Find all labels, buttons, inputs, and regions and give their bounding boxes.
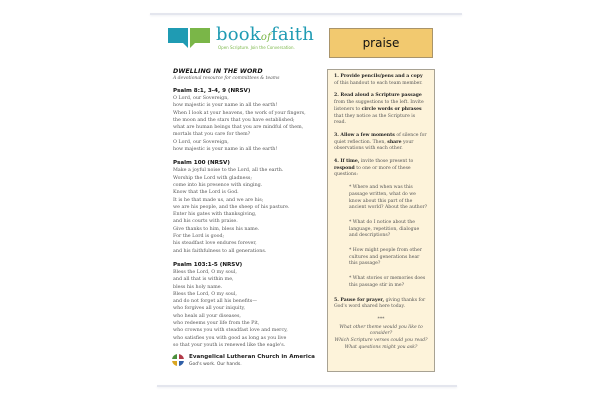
verse-line: who redeems your life from the Pit, bbox=[173, 321, 260, 327]
step-5: 5. Pause for prayer, giving thanks for God's word shared here today. bbox=[334, 297, 426, 310]
closing-question: Which Scripture verses could you read? bbox=[334, 338, 428, 344]
verse-line: O Lord, our Sovereign, bbox=[173, 96, 229, 101]
verse-line: and do not forget all his benefits— bbox=[173, 299, 258, 305]
reflection-question: * How might people from other cultures and generations hear this passage? bbox=[349, 248, 422, 267]
verse-line: mortals that you care for them? bbox=[173, 132, 251, 138]
verse-line: Bless the Lord, O my soul, bbox=[173, 291, 237, 297]
verse-line: come into his presence with singing. bbox=[173, 182, 263, 188]
psalm-heading: Psalm 8:1, 3-4, 9 (NRSV) bbox=[173, 88, 251, 94]
verse-line: the moon and the stars that you have established; bbox=[173, 117, 295, 123]
verse-line: we are his people, and the sheep of his pasture. bbox=[173, 204, 290, 210]
step-2: 2. Read aloud a Scripture passage from the suggestions to the left. Invite listeners to circle words or phrases that they notice as the Scripture is read. bbox=[334, 93, 424, 126]
psalm-heading: Psalm 100 (NRSV) bbox=[173, 160, 230, 167]
org-name: Evangelical Lutheran Church in America bbox=[189, 354, 315, 360]
psalm-section bbox=[173, 160, 313, 255]
verse-line: how majestic is your name in all the earth! bbox=[173, 147, 278, 153]
verse-line: bless his holy name. bbox=[173, 284, 223, 290]
verse-line: For the Lord is good; bbox=[173, 234, 225, 240]
step-3: 3. Allow a few moments of silence for quiet reflection. Then, share your observations with each other. bbox=[334, 132, 427, 152]
brand-word-of: of bbox=[260, 32, 272, 43]
verse-line: his steadfast love endures forever, bbox=[173, 241, 257, 247]
psalm-text bbox=[173, 95, 313, 153]
verse-line: how majestic is your name in all the earth! bbox=[173, 103, 278, 109]
verse-line: who heals all your diseases, bbox=[173, 313, 241, 319]
elca-cross-emblem-icon bbox=[172, 354, 184, 366]
verse-line: Bless the Lord, O my soul, bbox=[173, 269, 237, 275]
psalm-section bbox=[173, 88, 313, 153]
verse-line: and all that is within me, bbox=[173, 277, 234, 283]
verse-line: who crowns you with steadfast love and mercy, bbox=[173, 328, 288, 334]
psalm-text bbox=[173, 269, 313, 349]
psalm-text bbox=[173, 167, 313, 255]
verse-line: Enter his gates with thanksgiving, bbox=[173, 212, 257, 218]
reflection-question: * What do I notice about the language, repetition, dialogue and descriptions? bbox=[349, 219, 420, 239]
document-title: DWELLING IN THE WORD bbox=[173, 68, 263, 75]
verse-line: who forgives all your iniquity, bbox=[173, 306, 246, 312]
verse-line: Worship the Lord with gladness; bbox=[173, 175, 252, 181]
verse-line: who satisfies you with good as long as you live bbox=[173, 335, 287, 341]
brand-word-faith: faith bbox=[271, 24, 315, 45]
step-1: 1. Provide pencils/pens and a copy of this handout to each team member. bbox=[334, 74, 423, 86]
verse-line: When I look at your heavens, the work of your fingers, bbox=[173, 110, 306, 116]
psalm-heading: Psalm 103:1-5 (NRSV) bbox=[173, 261, 243, 268]
org-tagline: God's work. Our hands. bbox=[189, 362, 242, 367]
reflection-question: * Where and when was this passage written, what do we know about this part of the ancient world? About the author? bbox=[349, 185, 428, 211]
closing-question: What other theme would you like to consider? bbox=[339, 324, 423, 337]
scripture-column bbox=[173, 68, 313, 349]
reflection-question: * What stories or memories does this passage stir in me? bbox=[349, 276, 426, 288]
verse-line: and his faithfulness to all generations. bbox=[173, 248, 267, 254]
theme-badge-label: praise bbox=[362, 36, 400, 50]
step-4: 4. If time, invite those present to respond to one or more of these questions: bbox=[334, 159, 414, 178]
instructions-panel bbox=[327, 69, 435, 372]
verse-line: so that your youth is renewed like the eagle's. bbox=[173, 342, 286, 348]
verse-line: Know that the Lord is God. bbox=[173, 190, 239, 196]
verse-line: what are human beings that you are mindful of them, bbox=[173, 125, 304, 131]
verse-line: Give thanks to him, bless his name. bbox=[173, 226, 260, 232]
verse-line: O Lord, our Sovereign, bbox=[173, 139, 229, 145]
top-divider bbox=[150, 13, 462, 15]
theme-badge bbox=[329, 28, 433, 58]
verse-line: Make a joyful noise to the Lord, all the earth. bbox=[173, 168, 284, 174]
bottom-divider bbox=[157, 385, 457, 387]
brand-word-book: book bbox=[216, 24, 261, 45]
brand-name bbox=[216, 24, 314, 45]
book-of-faith-logo bbox=[168, 24, 315, 54]
section-divider-stars: *** bbox=[377, 316, 385, 322]
verse-line: and his courts with praise. bbox=[173, 219, 238, 225]
document-subtitle: A devotional resource for committees & teams bbox=[173, 76, 280, 81]
brand-tagline: Open Scripture. Join the Conversation. bbox=[218, 45, 295, 50]
speech-bubble-green-icon bbox=[190, 28, 210, 43]
verse-line: It is he that made us, and we are his; bbox=[173, 197, 264, 203]
closing-question: What questions might you ask? bbox=[344, 344, 418, 350]
psalm-section bbox=[173, 262, 313, 349]
speech-bubble-blue-icon bbox=[168, 28, 188, 43]
